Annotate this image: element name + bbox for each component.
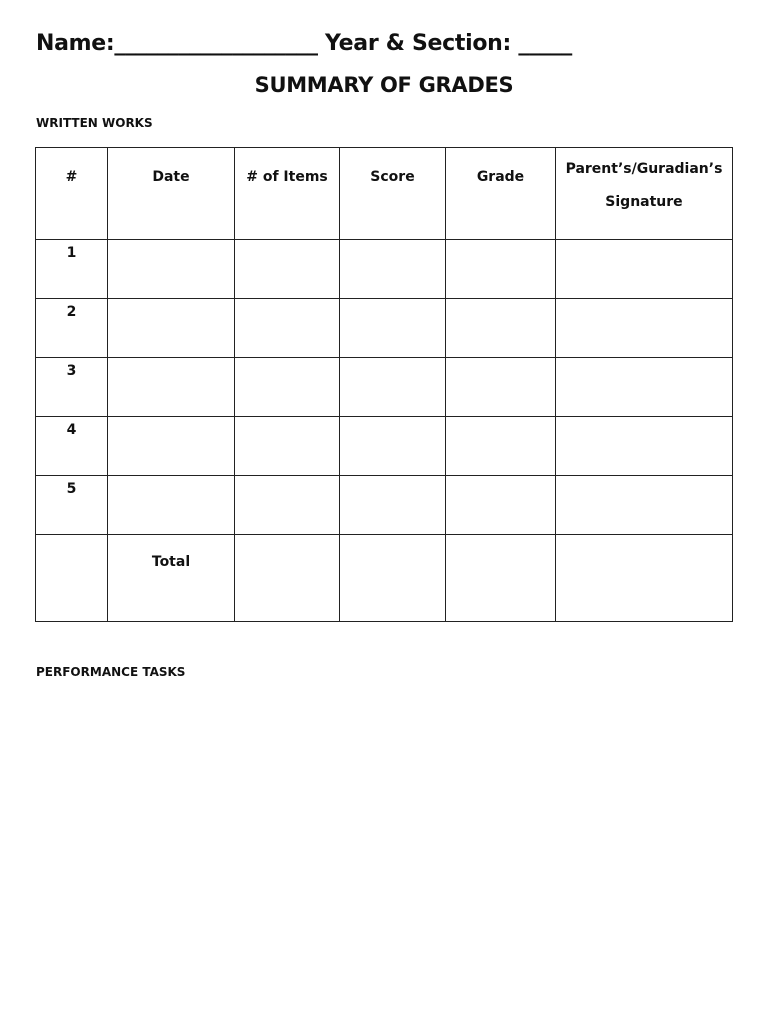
name-year-section-line: Name:___________________ Year & Section: _____ — [36, 31, 572, 56]
total-grade-cell[interactable] — [446, 535, 556, 622]
score-cell[interactable] — [340, 417, 446, 476]
score-cell[interactable] — [340, 299, 446, 358]
row-number-cell: 3 — [36, 358, 108, 417]
items-cell[interactable] — [235, 240, 340, 299]
signature-cell[interactable] — [556, 299, 733, 358]
total-score-cell[interactable] — [340, 535, 446, 622]
items-cell[interactable] — [235, 358, 340, 417]
score-cell[interactable] — [340, 476, 446, 535]
grade-cell[interactable] — [446, 417, 556, 476]
items-cell[interactable] — [235, 299, 340, 358]
items-cell[interactable] — [235, 417, 340, 476]
signature-cell[interactable] — [556, 358, 733, 417]
signature-cell[interactable] — [556, 417, 733, 476]
column-header-date: Date — [108, 148, 235, 240]
table-row — [36, 299, 733, 358]
column-header-number: # — [36, 148, 108, 240]
performance-tasks-label: PERFORMANCE TASKS — [36, 665, 186, 679]
date-cell[interactable] — [108, 476, 235, 535]
items-cell[interactable] — [235, 476, 340, 535]
score-cell[interactable] — [340, 240, 446, 299]
table-row — [36, 240, 733, 299]
row-number-cell: 2 — [36, 299, 108, 358]
table-row — [36, 476, 733, 535]
signature-cell[interactable] — [556, 240, 733, 299]
date-cell[interactable] — [108, 240, 235, 299]
row-number-cell: 5 — [36, 476, 108, 535]
score-cell[interactable] — [340, 358, 446, 417]
grade-cell[interactable] — [446, 358, 556, 417]
date-cell[interactable] — [108, 417, 235, 476]
total-signature-cell[interactable] — [556, 535, 733, 622]
table-row — [36, 417, 733, 476]
column-header-grade: Grade — [446, 148, 556, 240]
written-works-label: WRITTEN WORKS — [36, 116, 153, 130]
column-header-score: Score — [340, 148, 446, 240]
total-label-cell: Total — [108, 535, 235, 622]
table-header-row — [36, 148, 733, 240]
page-title: SUMMARY OF GRADES — [254, 73, 514, 97]
total-row — [36, 535, 733, 622]
total-blank-cell — [36, 535, 108, 622]
column-header-signature: Parent’s/Guradian’s Signature — [556, 148, 733, 240]
grade-cell[interactable] — [446, 299, 556, 358]
written-works-table — [35, 147, 733, 622]
date-cell[interactable] — [108, 299, 235, 358]
table-row — [36, 358, 733, 417]
signature-cell[interactable] — [556, 476, 733, 535]
grade-cell[interactable] — [446, 476, 556, 535]
grade-cell[interactable] — [446, 240, 556, 299]
total-items-cell[interactable] — [235, 535, 340, 622]
row-number-cell: 4 — [36, 417, 108, 476]
column-header-items: # of Items — [235, 148, 340, 240]
row-number-cell: 1 — [36, 240, 108, 299]
date-cell[interactable] — [108, 358, 235, 417]
